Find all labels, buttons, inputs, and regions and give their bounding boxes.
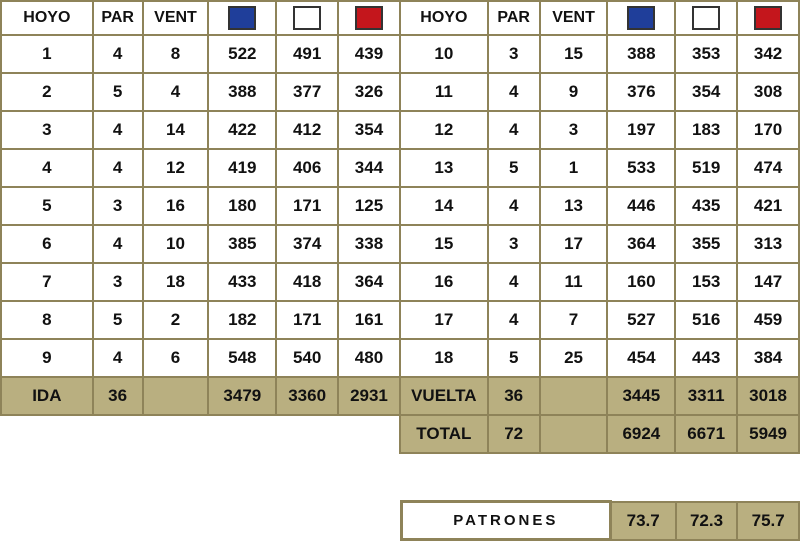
hole-par: 3 <box>488 35 540 73</box>
hole-par: 4 <box>488 111 540 149</box>
tee-header-blue <box>607 1 675 35</box>
hole-blue: 364 <box>607 225 675 263</box>
hole-par: 3 <box>93 187 143 225</box>
hole-hcp: 6 <box>143 339 209 377</box>
red-tee-swatch <box>355 6 383 30</box>
hole-hole: 1 <box>1 35 93 73</box>
grand-total-row <box>1 415 799 453</box>
blue-tee-swatch <box>627 6 655 30</box>
hole-red: 344 <box>338 149 400 187</box>
hole-row <box>1 35 799 73</box>
hole-blue: 160 <box>607 263 675 301</box>
hole-red: 364 <box>338 263 400 301</box>
hole-white: 516 <box>675 301 737 339</box>
hole-red: 354 <box>338 111 400 149</box>
hole-red: 308 <box>737 73 799 111</box>
hole-hole: 16 <box>400 263 488 301</box>
header-row <box>1 1 799 35</box>
hole-red: 313 <box>737 225 799 263</box>
hole-hole: 11 <box>400 73 488 111</box>
hole-blue: 388 <box>208 73 276 111</box>
grand-total-spacer <box>1 415 400 453</box>
hole-hcp: 11 <box>540 263 608 301</box>
hole-hole: 17 <box>400 301 488 339</box>
hole-hcp: 16 <box>143 187 209 225</box>
hole-hole: 13 <box>400 149 488 187</box>
tee-header-red <box>338 1 400 35</box>
blue-tee-swatch <box>228 6 256 30</box>
out-total-label: IDA <box>1 377 93 415</box>
hole-par: 4 <box>488 73 540 111</box>
hole-row <box>1 73 799 111</box>
hole-hcp: 25 <box>540 339 608 377</box>
hole-blue: 446 <box>607 187 675 225</box>
hole-hcp: 1 <box>540 149 608 187</box>
hole-blue: 548 <box>208 339 276 377</box>
hole-row <box>1 225 799 263</box>
rating-red: 75.7 <box>737 502 799 540</box>
hole-par: 4 <box>488 187 540 225</box>
hole-blue: 388 <box>607 35 675 73</box>
in-total-hcp-empty <box>540 377 608 415</box>
hole-blue: 180 <box>208 187 276 225</box>
hole-hole: 18 <box>400 339 488 377</box>
rating-blue: 73.7 <box>610 502 676 540</box>
out-total-white: 3360 <box>276 377 338 415</box>
grand-total-blue: 6924 <box>607 415 675 453</box>
par-header: PAR <box>93 1 143 35</box>
hole-white: 171 <box>276 187 338 225</box>
hole-white: 353 <box>675 35 737 73</box>
hole-blue: 376 <box>607 73 675 111</box>
hole-header: HOYO <box>400 1 488 35</box>
hole-red: 421 <box>737 187 799 225</box>
hole-hcp: 12 <box>143 149 209 187</box>
hole-blue: 527 <box>607 301 675 339</box>
hole-hole: 3 <box>1 111 93 149</box>
hole-hole: 12 <box>400 111 488 149</box>
hole-par: 3 <box>488 225 540 263</box>
hole-hole: 8 <box>1 301 93 339</box>
hole-white: 519 <box>675 149 737 187</box>
course-rating-table <box>400 500 800 541</box>
hole-hole: 2 <box>1 73 93 111</box>
in-total-label: VUELTA <box>400 377 488 415</box>
hole-hole: 7 <box>1 263 93 301</box>
hole-white: 355 <box>675 225 737 263</box>
rating-label: PATRONES <box>402 502 611 540</box>
hole-hole: 5 <box>1 187 93 225</box>
hole-par: 3 <box>93 263 143 301</box>
tee-header-red <box>737 1 799 35</box>
hole-white: 412 <box>276 111 338 149</box>
grand-total-hcp-empty <box>540 415 608 453</box>
hcp-header: VENT <box>143 1 209 35</box>
hole-white: 183 <box>675 111 737 149</box>
in-total-blue: 3445 <box>607 377 675 415</box>
hole-red: 338 <box>338 225 400 263</box>
hole-red: 439 <box>338 35 400 73</box>
out-total-hcp-empty <box>143 377 209 415</box>
hole-hole: 10 <box>400 35 488 73</box>
hole-white: 418 <box>276 263 338 301</box>
hole-par: 5 <box>93 73 143 111</box>
hole-par: 4 <box>93 339 143 377</box>
hole-hcp: 14 <box>143 111 209 149</box>
course-rating-row <box>402 502 800 540</box>
in-total-red: 3018 <box>737 377 799 415</box>
grand-total-label: TOTAL <box>400 415 488 453</box>
hole-red: 342 <box>737 35 799 73</box>
hole-row <box>1 111 799 149</box>
hole-hcp: 15 <box>540 35 608 73</box>
hole-hole: 4 <box>1 149 93 187</box>
hole-red: 480 <box>338 339 400 377</box>
hole-red: 459 <box>737 301 799 339</box>
hcp-header: VENT <box>540 1 608 35</box>
hole-white: 374 <box>276 225 338 263</box>
hole-red: 147 <box>737 263 799 301</box>
hole-blue: 419 <box>208 149 276 187</box>
in-total-par: 36 <box>488 377 540 415</box>
hole-hcp: 2 <box>143 301 209 339</box>
white-tee-swatch <box>692 6 720 30</box>
hole-par: 4 <box>93 149 143 187</box>
hole-red: 170 <box>737 111 799 149</box>
grand-total-white: 6671 <box>675 415 737 453</box>
hole-row <box>1 263 799 301</box>
hole-par: 5 <box>93 301 143 339</box>
out-total-par: 36 <box>93 377 143 415</box>
hole-white: 443 <box>675 339 737 377</box>
hole-blue: 522 <box>208 35 276 73</box>
hole-white: 171 <box>276 301 338 339</box>
white-tee-swatch <box>293 6 321 30</box>
out-total-blue: 3479 <box>208 377 276 415</box>
hole-par: 4 <box>488 263 540 301</box>
hole-hcp: 4 <box>143 73 209 111</box>
hole-par: 4 <box>93 35 143 73</box>
tee-header-white <box>675 1 737 35</box>
grand-total-red: 5949 <box>737 415 799 453</box>
hole-hcp: 8 <box>143 35 209 73</box>
blank-area <box>0 480 400 539</box>
hole-white: 491 <box>276 35 338 73</box>
hole-white: 354 <box>675 73 737 111</box>
par-header: PAR <box>488 1 540 35</box>
hole-hcp: 18 <box>143 263 209 301</box>
hole-hole: 14 <box>400 187 488 225</box>
hole-par: 4 <box>488 301 540 339</box>
hole-row <box>1 301 799 339</box>
hole-par: 5 <box>488 339 540 377</box>
tee-header-blue <box>208 1 276 35</box>
out-total-red: 2931 <box>338 377 400 415</box>
hole-hole: 15 <box>400 225 488 263</box>
in-total-white: 3311 <box>675 377 737 415</box>
hole-par: 4 <box>93 225 143 263</box>
hole-row <box>1 339 799 377</box>
hole-hcp: 17 <box>540 225 608 263</box>
hole-blue: 197 <box>607 111 675 149</box>
hole-par: 4 <box>93 111 143 149</box>
hole-red: 125 <box>338 187 400 225</box>
hole-hcp: 3 <box>540 111 608 149</box>
hole-hole: 9 <box>1 339 93 377</box>
hole-white: 153 <box>675 263 737 301</box>
hole-blue: 433 <box>208 263 276 301</box>
hole-hole: 6 <box>1 225 93 263</box>
hole-hcp: 10 <box>143 225 209 263</box>
hole-row <box>1 187 799 225</box>
hole-red: 161 <box>338 301 400 339</box>
tee-header-white <box>276 1 338 35</box>
hole-blue: 454 <box>607 339 675 377</box>
red-tee-swatch <box>754 6 782 30</box>
hole-red: 326 <box>338 73 400 111</box>
hole-blue: 385 <box>208 225 276 263</box>
hole-white: 406 <box>276 149 338 187</box>
grand-total-par: 72 <box>488 415 540 453</box>
hole-hcp: 13 <box>540 187 608 225</box>
hole-par: 5 <box>488 149 540 187</box>
hole-hcp: 9 <box>540 73 608 111</box>
hole-white: 540 <box>276 339 338 377</box>
subtotal-row <box>1 377 799 415</box>
hole-blue: 533 <box>607 149 675 187</box>
hole-hcp: 7 <box>540 301 608 339</box>
hole-blue: 422 <box>208 111 276 149</box>
hole-red: 384 <box>737 339 799 377</box>
hole-white: 377 <box>276 73 338 111</box>
hole-blue: 182 <box>208 301 276 339</box>
rating-white: 72.3 <box>676 502 738 540</box>
hole-header: HOYO <box>1 1 93 35</box>
hole-white: 435 <box>675 187 737 225</box>
hole-red: 474 <box>737 149 799 187</box>
hole-row <box>1 149 799 187</box>
